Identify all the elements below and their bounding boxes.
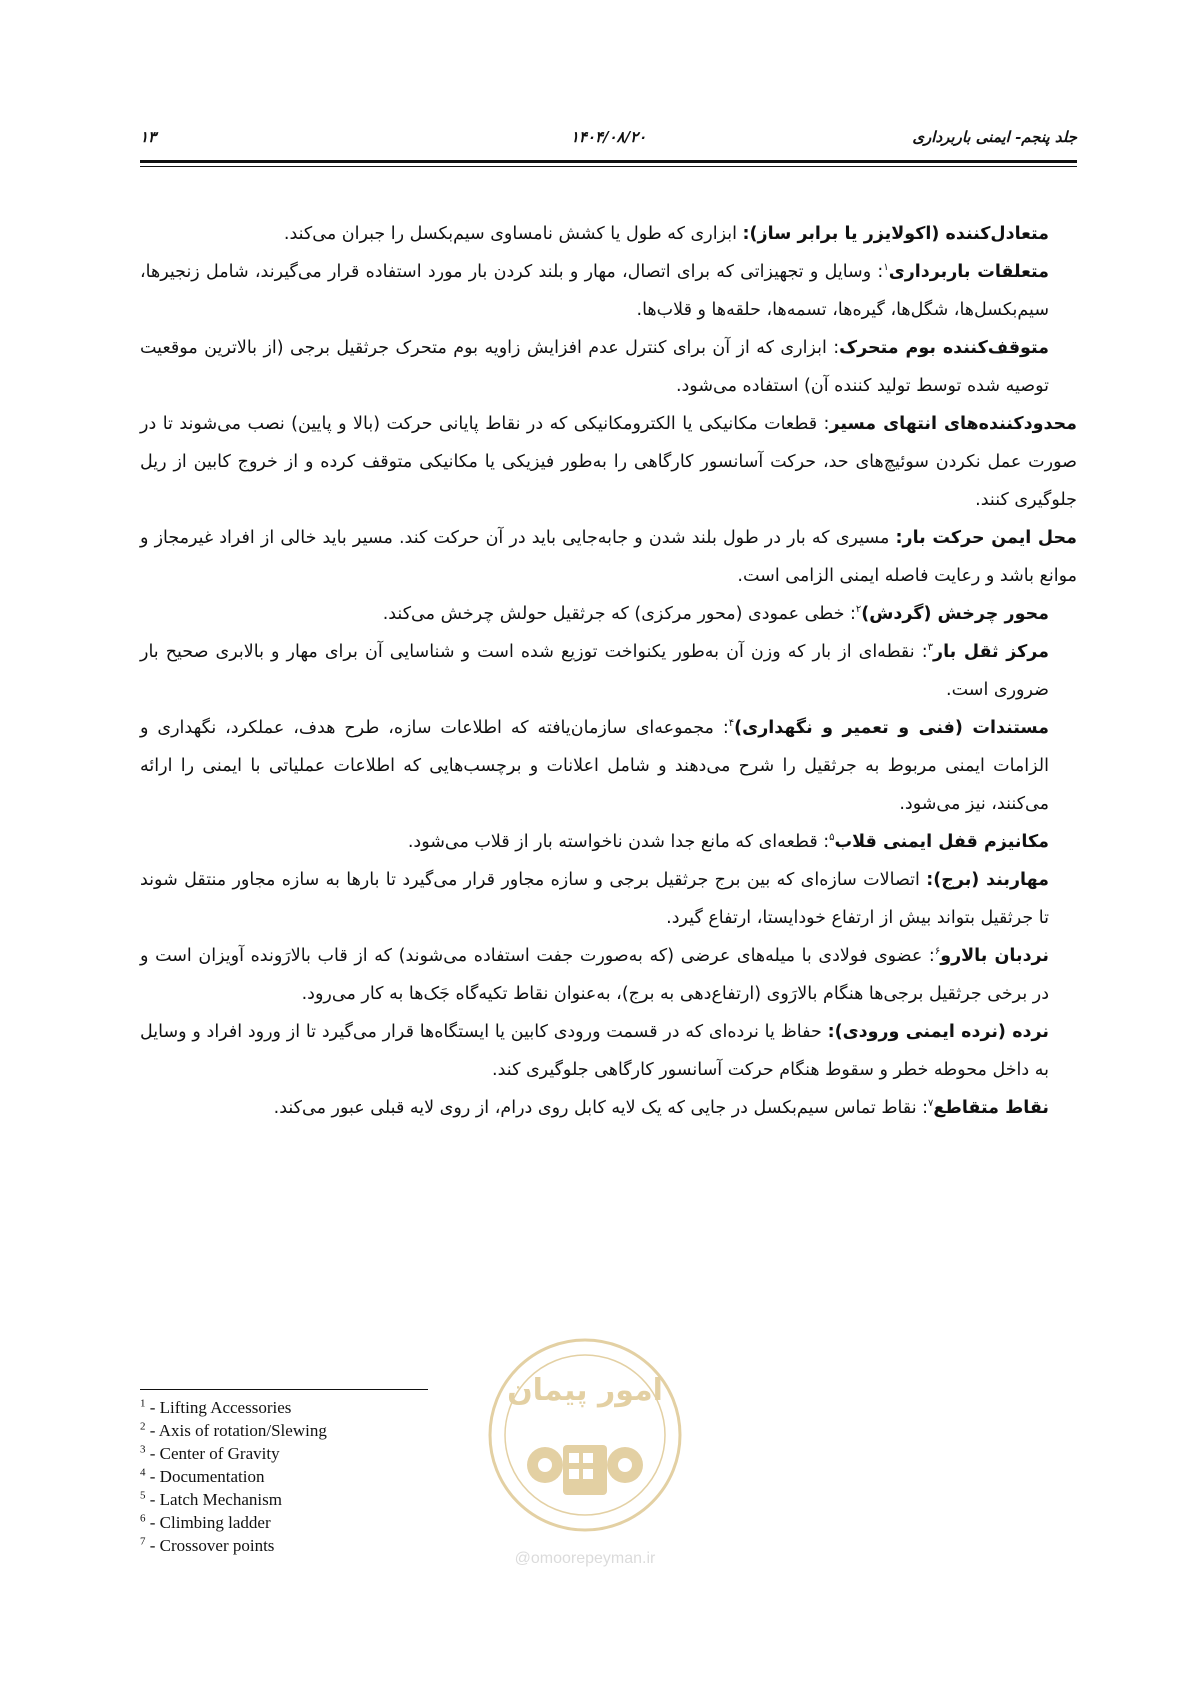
header-rule-thick — [140, 160, 1077, 163]
definition-paragraph — [140, 405, 1077, 519]
footnote-ref: ۴ — [728, 718, 735, 730]
watermark-text: امور پیمان — [507, 1373, 663, 1408]
watermark-url: @omoorepeyman.ir — [514, 1550, 656, 1567]
definition-paragraph — [140, 937, 1077, 1013]
footnote-item — [140, 1465, 327, 1488]
definition-term: متعلقات باربرداری — [888, 262, 1049, 282]
definition-paragraph — [140, 709, 1077, 823]
footnotes — [140, 1396, 327, 1557]
definition-term: متعادل‌کننده (اکولایزر یا برابر ساز): — [742, 224, 1049, 244]
footnote-item — [140, 1488, 327, 1511]
definition-text: : نقاط تماس سیم‌بکسل در جایی که یک لایه کابل روی درام، از روی لایه قبلی عبور می‌کند. — [273, 1098, 929, 1118]
footnote-item — [140, 1396, 327, 1419]
definition-paragraph — [140, 215, 1077, 253]
watermark-logo — [465, 1325, 705, 1575]
definition-term: نقاط متقاطع — [933, 1098, 1049, 1118]
footnote-ref: ۱ — [883, 262, 889, 274]
definition-text: حفاظ یا نرده‌ای که در قسمت ورودی کابین یا ایستگاه‌ها قرار می‌گیرد تا از ورود افراد و وسایل به داخل محوطه خطر و سقوط هنگام حرکت آسانسور کارگاهی جلوگیری کند. — [140, 1022, 1049, 1080]
footnote-text: - Center of Gravity — [145, 1444, 280, 1463]
definition-text: : نقطه‌ای از بار که وزن آن به‌طور یکنواخت توزیع شده است و شناسایی آن برای مهار و بالابری صحیح بار ضروری است. — [140, 642, 1049, 700]
definition-paragraph — [140, 633, 1077, 709]
footnote-item — [140, 1511, 327, 1534]
definition-term: محور چرخش (گردش) — [861, 604, 1049, 624]
footnote-item — [140, 1419, 327, 1442]
footnote-item — [140, 1534, 327, 1557]
footnote-ref: ۶ — [934, 946, 941, 958]
footnote-text: - Climbing ladder — [145, 1513, 271, 1532]
definition-paragraph — [140, 823, 1077, 861]
definitions-body — [140, 215, 1077, 1127]
definition-term: مستندات (فنی و تعمیر و نگهداری) — [734, 718, 1049, 738]
footnote-ref: ۳ — [927, 642, 933, 654]
footnote-text: - Documentation — [145, 1467, 265, 1486]
definition-text: : ابزاری که از آن برای کنترل عدم افزایش زاویه بوم متحرک جرثقیل برجی (از بالاترین موقعیت توصیه شده توسط تولید کننده آن) استفاده می‌شود. — [140, 338, 1049, 396]
definition-paragraph — [140, 253, 1077, 329]
footnote-text: - Crossover points — [145, 1536, 275, 1555]
footnote-number: 1 — [140, 1397, 146, 1410]
definition-text: اتصالات سازه‌ای که بین برج جرثقیل برجی و سازه مجاور قرار می‌گیرد تا بارها به سازه مجاور منتقل شوند تا جرثقیل بتواند بیش از ارتفاع خودایستا، ارتفاع گیرد. — [140, 870, 1049, 928]
header-rule-thin — [140, 166, 1077, 167]
footnote-number: 2 — [140, 1420, 146, 1433]
definition-text: ابزاری که طول یا کشش نامساوی سیم‌بکسل را جبران می‌کند. — [283, 224, 743, 244]
definition-term: مرکز ثقل بار — [933, 642, 1049, 662]
footnote-number: 5 — [140, 1489, 146, 1502]
definition-text: : وسایل و تجهیزاتی که برای اتصال، مهار و بلند کردن بار مورد استفاده قرار می‌گیرند، شامل زنجیرها، سیم‌بکسل‌ها، شگل‌ها، گیره‌ها، تسمه‌ها، حلقه‌ها و قلاب‌ها. — [140, 262, 1049, 320]
page-number: ۱۳ — [140, 128, 157, 146]
footnote-item — [140, 1442, 327, 1465]
footnote-ref: ۵ — [829, 832, 835, 844]
definition-paragraph — [140, 519, 1077, 595]
footnote-ref: ۲ — [855, 604, 862, 616]
header-title: جلد پنجم- ایمنی باربرداری — [912, 128, 1077, 146]
footnote-text: - Lifting Accessories — [145, 1398, 292, 1417]
definition-paragraph — [140, 595, 1077, 633]
footnote-number: 6 — [140, 1512, 146, 1525]
definition-term: مکانیزم قفل ایمنی قلاب — [834, 832, 1049, 852]
definition-term: محل ایمن حرکت بار: — [895, 528, 1077, 548]
footnote-text: - Axis of rotation/Slewing — [145, 1421, 327, 1440]
page-header — [140, 128, 1077, 154]
definition-term: مهاربند (برج): — [926, 870, 1050, 890]
footnote-number: 3 — [140, 1443, 146, 1456]
definition-paragraph — [140, 861, 1077, 937]
footnote-text: - Latch Mechanism — [145, 1490, 282, 1509]
definition-term: متوقف‌کننده بوم متحرک — [839, 338, 1050, 358]
definition-paragraph — [140, 1089, 1077, 1127]
definition-paragraph — [140, 329, 1077, 405]
footnote-ref: ۷ — [928, 1098, 934, 1110]
definition-text: مسیری که بار در طول بلند شدن و جابه‌جایی باید در آن حرکت کند. مسیر باید خالی از افراد غیرمجاز و موانع باشد و رعایت فاصله ایمنی الزامی است. — [140, 528, 1077, 586]
definition-term: محدودکننده‌های انتهای مسیر — [829, 414, 1078, 434]
definition-term: نردبان بالارو — [940, 946, 1050, 966]
definition-text: : قطعات مکانیکی یا الکترومکانیکی که در نقاط پایانی حرکت (بالا و پایین) نصب می‌شوند تا در صورت عمل نکردن سوئیچ‌های حد، حرکت آسانسور کارگاهی را به‌طور فیزیکی یا مکانیکی متوقف کرده و از خروج کابین از ریل جلوگیری کنند. — [140, 414, 1077, 510]
definition-text: : خطی عمودی (محور مرکزی) که جرثقیل حولش چرخش می‌کند. — [382, 604, 856, 624]
definition-term: نرده (نرده ایمنی ورودی): — [827, 1022, 1049, 1042]
header-date: ۱۴۰۴/۰۸/۲۰ — [570, 128, 647, 146]
definition-text: : مجموعه‌ای سازمان‌یافته که اطلاعات سازه، طرح هدف، عملکرد، نگهداری و الزامات ایمنی مربوط به جرثقیل را شرح می‌دهند و شامل اعلانات و برچسب‌هایی که اطلاعات عملیاتی با ایمنی را ارائه می‌کنند، نیز می‌شود. — [140, 718, 1049, 814]
definition-text: : عضوی فولادی با میله‌های عرضی (که به‌صورت جفت استفاده می‌شوند) که از قاب بالارَونده آویزان است و در برخی جرثقیل برجی‌ها هنگام بالارَوی (ارتفاع‌دهی به برج)، به‌عنوان نقاط تکیه‌گاه جَک‌ها به کار می‌رود. — [140, 946, 1049, 1004]
definition-paragraph — [140, 1013, 1077, 1089]
footnote-number: 4 — [140, 1466, 146, 1479]
definition-text: : قطعه‌ای که مانع جدا شدن ناخواسته بار از قلاب می‌شود. — [407, 832, 830, 852]
footnote-rule — [140, 1389, 428, 1390]
footnote-number: 7 — [140, 1535, 146, 1548]
watermark-outer-circle — [490, 1340, 680, 1530]
